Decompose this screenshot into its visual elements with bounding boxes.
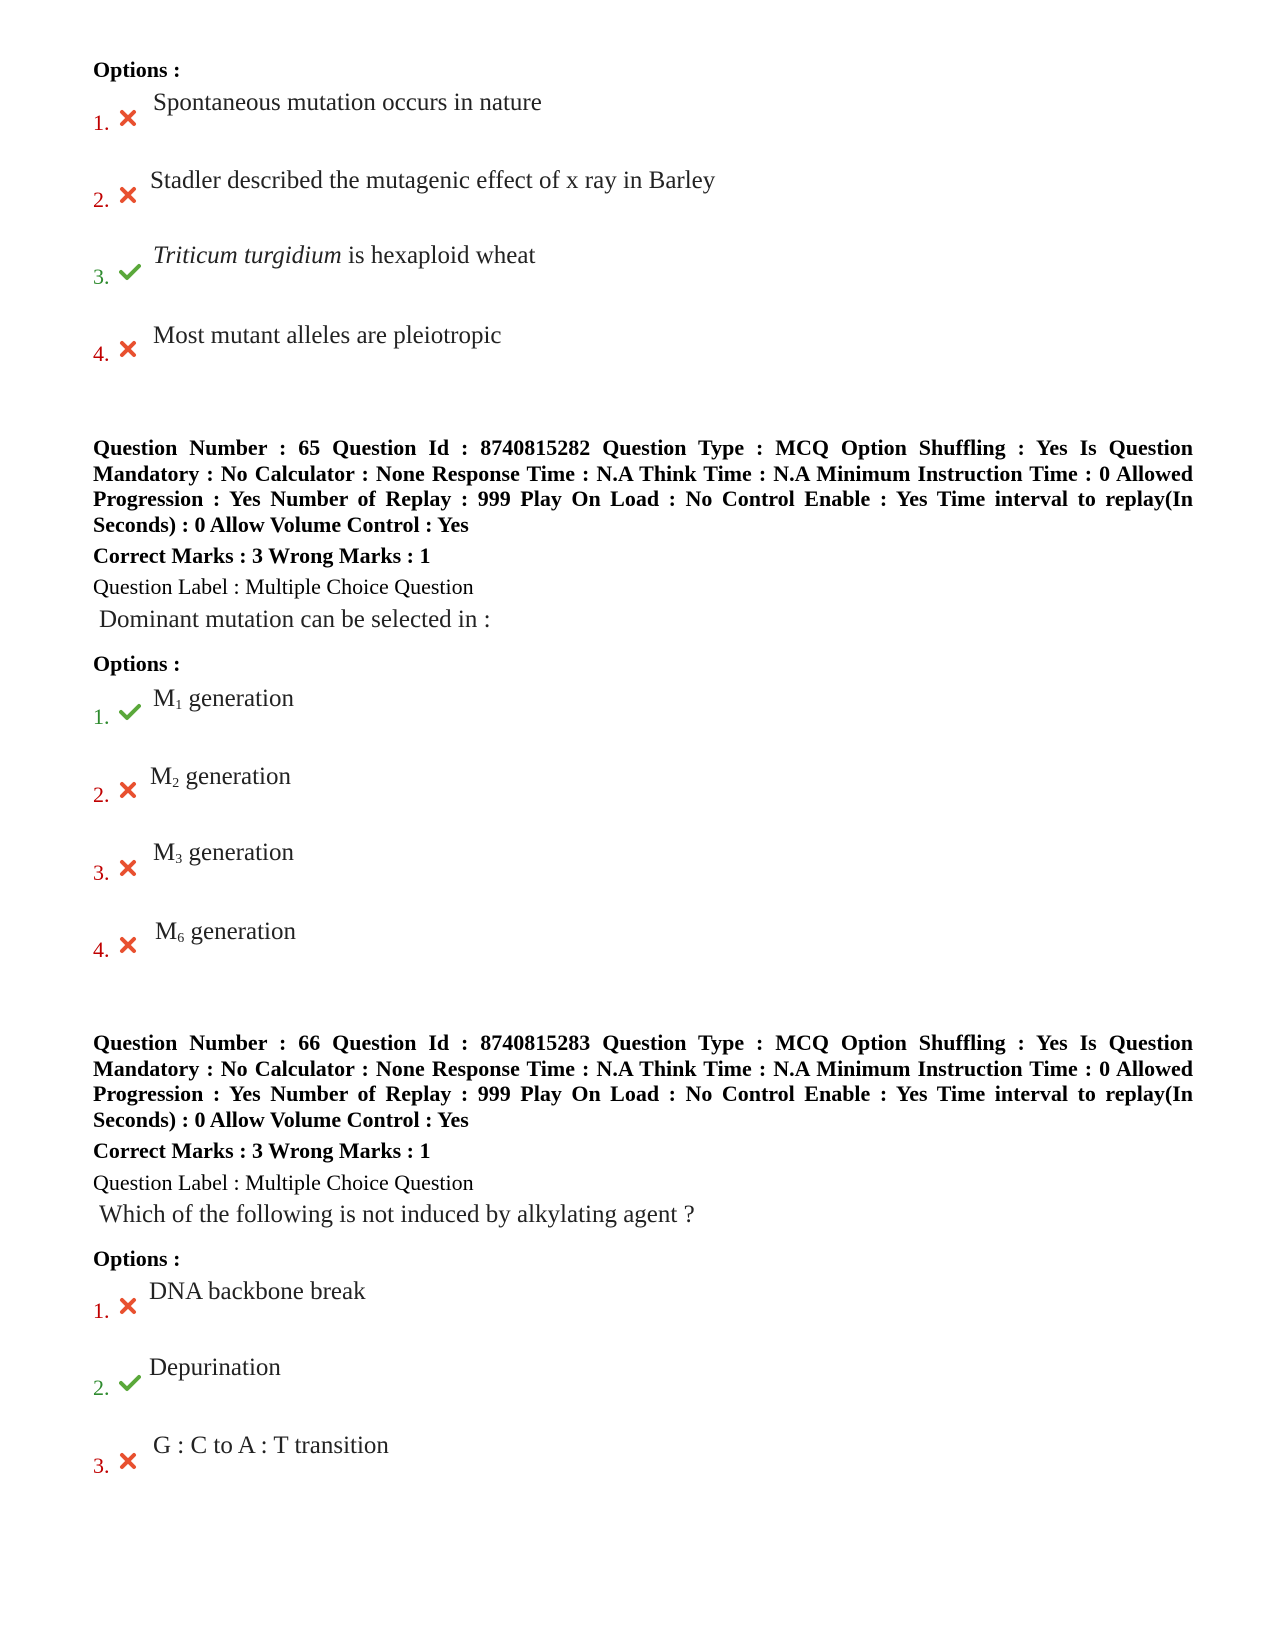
- cross-icon: [119, 859, 137, 877]
- question-marks: Correct Marks : 3 Wrong Marks : 1: [93, 1138, 431, 1163]
- question-text: Which of the following is not induced by alkylating agent ?: [99, 1201, 695, 1228]
- option-number: 4.: [93, 937, 110, 962]
- option-number: 1.: [93, 1298, 110, 1323]
- option-text-subscript: 1: [175, 698, 183, 713]
- option-text-rest: generation: [179, 763, 291, 790]
- option-text-rest: generation: [182, 839, 294, 866]
- option-number: 2.: [93, 782, 110, 807]
- option-item[interactable]: [93, 242, 993, 289]
- option-text-prefix: M: [150, 763, 173, 790]
- option-item[interactable]: [93, 1278, 993, 1323]
- options-header: Options :: [93, 1246, 181, 1271]
- option-number: 2.: [93, 1375, 110, 1400]
- question-text: Dominant mutation can be selected in :: [99, 606, 491, 633]
- option-text: G : C to A : T transition: [153, 1432, 389, 1459]
- option-text: [150, 763, 291, 792]
- option-item[interactable]: [93, 89, 993, 135]
- option-number: 3.: [93, 1453, 110, 1478]
- option-text-prefix: M: [153, 685, 176, 712]
- check-icon: [119, 263, 141, 281]
- option-text-subscript: 6: [177, 931, 185, 946]
- cross-icon: [119, 936, 137, 954]
- option-text: Stadler described the mutagenic effect of x ray in Barley: [150, 167, 716, 194]
- option-text: Depurination: [149, 1354, 281, 1381]
- option-text-italic: Triticum turgidium: [153, 242, 342, 269]
- option-item[interactable]: [93, 763, 993, 808]
- cross-icon: [119, 1452, 137, 1470]
- question-label: Question Label : Multiple Choice Question: [93, 1170, 474, 1195]
- option-number: 3.: [93, 264, 110, 289]
- option-number: 1.: [93, 704, 110, 729]
- option-number: 1.: [93, 110, 110, 135]
- option-number: 3.: [93, 860, 110, 885]
- cross-icon: [119, 109, 137, 127]
- option-text-prefix: M: [155, 918, 178, 945]
- option-text: Most mutant alleles are pleiotropic: [153, 322, 502, 349]
- option-item[interactable]: [93, 167, 993, 212]
- option-item[interactable]: [93, 839, 993, 885]
- cross-icon: [119, 781, 137, 799]
- option-item[interactable]: [93, 685, 993, 730]
- option-item[interactable]: [93, 1432, 993, 1478]
- option-text-rest: generation: [182, 685, 294, 712]
- option-text-rest: is hexaploid wheat: [341, 242, 536, 269]
- option-text: Spontaneous mutation occurs in nature: [153, 89, 542, 116]
- option-item[interactable]: [93, 322, 993, 370]
- options-header: Options :: [93, 651, 181, 676]
- cross-icon: [119, 340, 137, 358]
- option-text-subscript: 3: [175, 852, 183, 867]
- option-number: 4.: [93, 341, 110, 366]
- question-meta: Question Number : 66 Question Id : 8740815283 Question Type : MCQ Option Shuffling : Yes Is Question Mandatory : No Calculator : None Response Time : N.A Think Time : N.A Minimum Instruction Time : 0 Allowed Progression : Yes Number of Replay : 999 Play On Load : No Control Enable : Yes Time interval to replay(In Seconds) : 0 Allow Volume Control : Yes: [93, 1030, 1193, 1132]
- check-icon: [119, 1374, 141, 1392]
- option-text: [155, 918, 296, 947]
- question-meta: Question Number : 65 Question Id : 8740815282 Question Type : MCQ Option Shuffling : Yes Is Question Mandatory : No Calculator : None Response Time : N.A Think Time : N.A Minimum Instruction Time : 0 Allowed Progression : Yes Number of Replay : 999 Play On Load : No Control Enable : Yes Time interval to replay(In Seconds) : 0 Allow Volume Control : Yes: [93, 435, 1193, 537]
- check-icon: [119, 703, 141, 721]
- cross-icon: [119, 186, 137, 204]
- option-text: [153, 839, 294, 868]
- option-text: [153, 242, 535, 270]
- option-item[interactable]: [93, 918, 993, 962]
- option-text: DNA backbone break: [149, 1278, 366, 1305]
- option-text-subscript: 2: [172, 776, 180, 791]
- question-marks: Correct Marks : 3 Wrong Marks : 1: [93, 543, 431, 568]
- option-text-rest: generation: [184, 918, 296, 945]
- option-item[interactable]: [93, 1354, 993, 1400]
- options-header: Options :: [93, 57, 181, 82]
- option-text: [153, 685, 294, 714]
- option-text-prefix: M: [153, 839, 176, 866]
- option-number: 2.: [93, 187, 110, 212]
- cross-icon: [119, 1297, 137, 1315]
- question-label: Question Label : Multiple Choice Question: [93, 574, 474, 599]
